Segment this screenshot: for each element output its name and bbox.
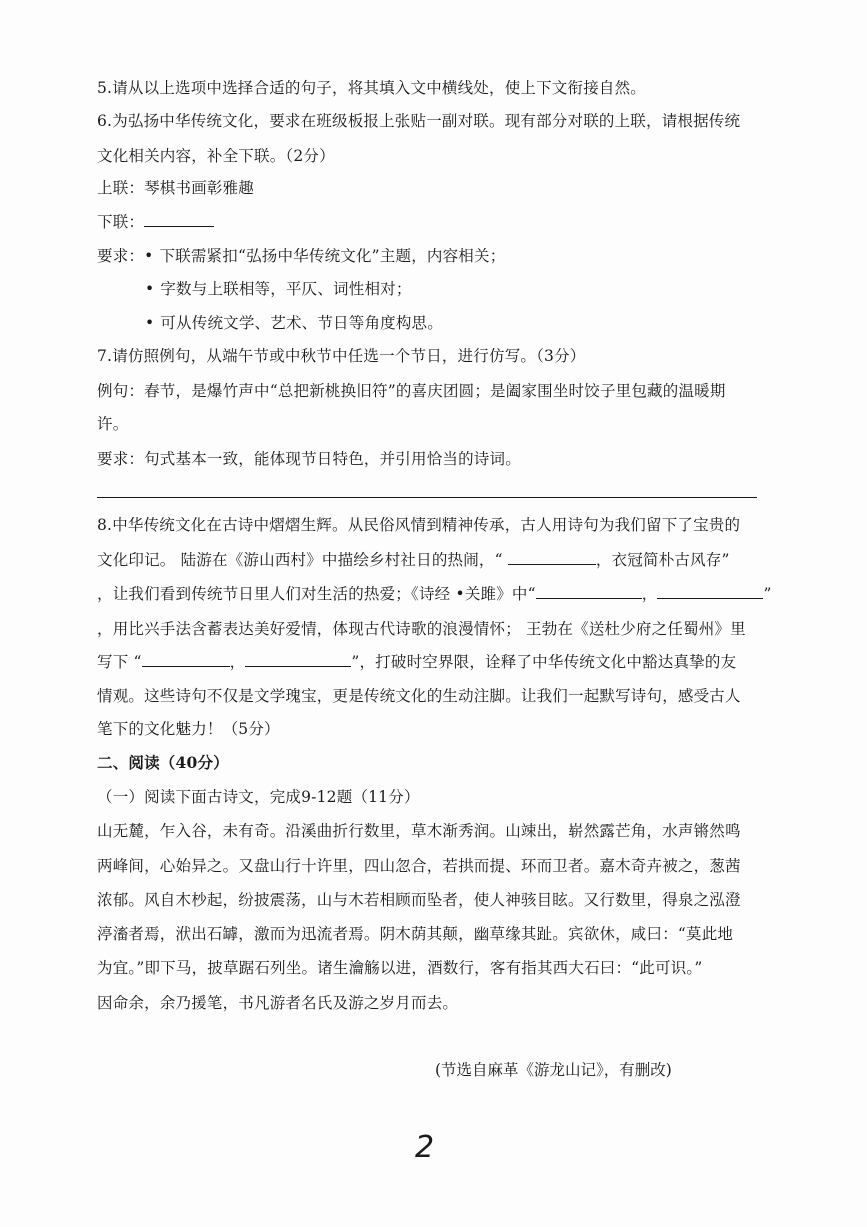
- requirement-3-text: 可从传统文学、艺术、节日等角度构思。: [160, 314, 443, 332]
- passage-line6: 因命余，余乃援笔，书凡游者名氏及游之岁月而去。: [97, 994, 459, 1012]
- answer-line[interactable]: [97, 497, 757, 498]
- poem-blank-2[interactable]: [536, 584, 642, 599]
- passage-line4: 渟滀者焉，洑出石罅，激而为迅流者焉。阴木荫其颠，幽草缘其趾。宾欲休，咸曰：“莫此地: [97, 925, 734, 943]
- poem-blank-3[interactable]: [657, 584, 763, 599]
- question-8-line3: [97, 584, 772, 604]
- passage-line3: 浓郁。风自木杪起，纷披震荡，山与木若相顾而坠者，使人神骇目眩。又行数里，得泉之泓澄: [97, 891, 741, 909]
- poem-blank-4[interactable]: [142, 652, 230, 667]
- question-8-line1: 8.中华传统文化在古诗中熠熠生辉。从民俗风情到精神传承，古人用诗句为我们留下了宝贵的: [97, 516, 741, 534]
- requirement-label: 要求：: [97, 247, 145, 265]
- couplet-lower-blank[interactable]: [144, 212, 214, 227]
- couplet-lower-label: 下联：: [97, 213, 145, 231]
- q8-line2-text-b: ，衣冠简朴古风存”: [595, 551, 730, 569]
- poem-blank-1[interactable]: [508, 550, 596, 565]
- q8-line2-text-a: 文化印记。 陆游在《游山西村》中描绘乡村社日的热闹，“: [97, 551, 508, 569]
- bullet-icon: •: [145, 314, 155, 332]
- passage-line5: 为宜。”即下马，披草踞石列坐。诸生瀹觞以进，酒数行，客有指其西大石曰：“此可识。”: [97, 959, 703, 977]
- q8-line5-text-a: 写下 “: [97, 653, 142, 671]
- couplet-upper: 上联：琴棋书画彰雅趣: [97, 179, 255, 197]
- question-6-line1: 6.为弘扬中华传统文化，要求在班级板报上张贴一副对联。现有部分对联的上联，请根据传统: [97, 112, 741, 130]
- question-8-line4: ，用比兴手法含蓄表达美好爱情，体现古代诗歌的浪漫情怀； 王勃在《送杜少府之任蜀州》里: [97, 620, 746, 638]
- q8-line3-text-c: ”: [763, 585, 772, 603]
- question-8-line2: [97, 550, 730, 570]
- requirement-2-text: 字数与上联相等，平仄、词性相对；: [160, 280, 412, 298]
- page-number: 2: [415, 1130, 435, 1165]
- question-7-line1: 7.请仿照例句，从端午节或中秋节中任选一个节日，进行仿写。（3分）: [97, 347, 586, 365]
- poem-blank-5[interactable]: [245, 652, 351, 667]
- bullet-icon: •: [144, 247, 154, 265]
- section-2-title: 二、阅读（40分）: [97, 753, 229, 772]
- q8-line5-text-c: ”，打破时空界限，诠释了中华传统文化中豁达真挚的友: [351, 653, 737, 671]
- passage-line1: 山无麓，乍入谷，未有奇。沿溪曲折行数里，草木渐秀润。山竦出，崭然露芒角，水声锵然鸣: [97, 822, 741, 840]
- question-8-line6: 情观。这些诗句不仅是文学瑰宝，更是传统文化的生动注脚。让我们一起默写诗句，感受古人: [97, 687, 741, 705]
- section-2-subtitle: （一）阅读下面古诗文，完成9-12题（11分）: [97, 788, 420, 806]
- q8-line3-text-b: ，: [641, 585, 658, 603]
- passage-source: (节选自麻革《游龙山记》，有删改): [435, 1061, 672, 1079]
- question-5: 5.请从以上选项中选择合适的句子，将其填入文中横线处，使上下文衔接自然。: [97, 79, 646, 97]
- couplet-lower: [97, 212, 214, 232]
- passage-line2: 两峰间，心始异之。又盘山行十许里，四山忽合，若拱而提、环而卫者。嘉木奇卉被之，葱茜: [97, 857, 741, 875]
- question-8-line5: [97, 652, 736, 672]
- q8-line5-text-b: ，: [229, 653, 246, 671]
- question-6-line2: 文化相关内容，补全下联。（2分）: [97, 147, 335, 165]
- question-8-line7: 笔下的文化魅力！（5分）: [97, 720, 280, 738]
- requirement-1: [97, 246, 505, 266]
- bullet-icon: •: [145, 280, 155, 298]
- question-7-example-end: 许。: [97, 415, 129, 433]
- requirement-2: [145, 279, 412, 299]
- requirement-1-text: 下联需紧扣“弘扬中华传统文化”主题，内容相关；: [159, 247, 506, 265]
- question-7-example: 例句：春节，是爆竹声中“总把新桃换旧符”的喜庆团圆；是阖家围坐时饺子里包藏的温暖期: [97, 382, 726, 400]
- requirement-3: [145, 313, 443, 333]
- question-7-requirement: 要求：句式基本一致，能体现节日特色，并引用恰当的诗词。: [97, 450, 521, 468]
- q8-line3-text-a: ，让我们看到传统节日里人们对生活的热爱；《诗经 •关雎》中“: [97, 585, 536, 603]
